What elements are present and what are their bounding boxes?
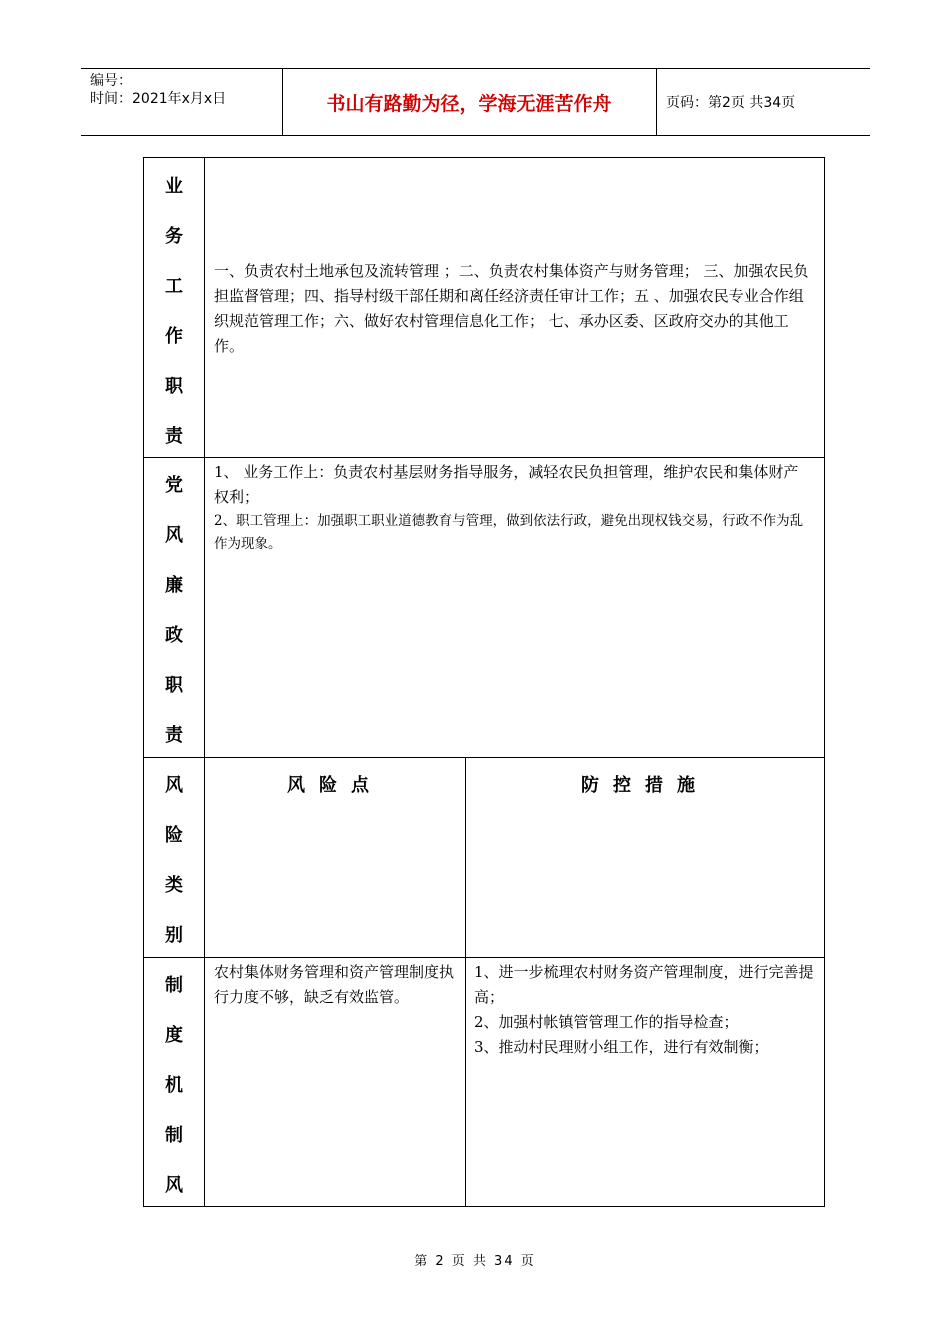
row-divider <box>144 957 824 958</box>
risk-point-header: 风险点 <box>287 775 383 796</box>
risk-category-label: 风 险 类 别 <box>165 775 183 946</box>
row-divider <box>144 757 824 758</box>
duty-risk-table <box>143 157 825 1207</box>
header-page-info: 页码：第2页 共34页 <box>666 95 796 111</box>
page-header <box>81 68 870 136</box>
business-duty-text: 一、负责农村土地承包及流转管理 ；二、负责农村集体资产与财务管理； 三、加强农民负担监督管理；四、指导村级干部任期和离任经济责任审计工作；五 、加强农民专业合作组织规范管理工作；六、做好农村管理信息化工作； 七、承办区委、区政府交办的其他工作。 <box>214 262 809 355</box>
system-measures <box>474 960 814 1060</box>
system-risk-text: 农村集体财务管理和资产管理制度执行力度不够，缺乏有效监管。 <box>214 963 455 1006</box>
measure-item: 2、加强村帐镇管管理工作的指导检查； <box>474 1013 739 1031</box>
page-footer: 第 2 页 共 34 页 <box>414 1254 536 1269</box>
document-number-label: 编号： <box>90 73 132 89</box>
document-time: 时间：2021年x月x日 <box>90 91 227 107</box>
integrity-item-1: 1、 业务工作上：负责农村基层财务指导服务，减轻农民负担管理，维护农民和集体财产权利； <box>214 463 799 506</box>
business-duty-label: 业 务 工 作 职 责 <box>165 176 183 447</box>
control-measures-header: 防控措施 <box>581 775 709 796</box>
integrity-duty-label: 党 风 廉 政 职 责 <box>165 475 183 746</box>
label-column-divider <box>204 158 205 1206</box>
row-divider <box>144 457 824 458</box>
measure-item: 3、推动村民理财小组工作，进行有效制衡； <box>474 1038 769 1056</box>
system-mechanism-label: 制 度 机 制 风 <box>165 975 183 1196</box>
measure-item: 1、进一步梳理农村财务资产管理制度，进行完善提高； <box>474 963 814 1006</box>
column-divider <box>465 757 466 1206</box>
integrity-item-2: 2、职工管理上：加强职工职业道德教育与管理，做到依法行政，避免出现权钱交易，行政不作为乱作为现象。 <box>214 513 804 552</box>
header-motto: 书山有路勤为径，学海无涯苦作舟 <box>326 92 612 115</box>
header-divider <box>656 68 657 136</box>
header-meta <box>90 72 226 108</box>
